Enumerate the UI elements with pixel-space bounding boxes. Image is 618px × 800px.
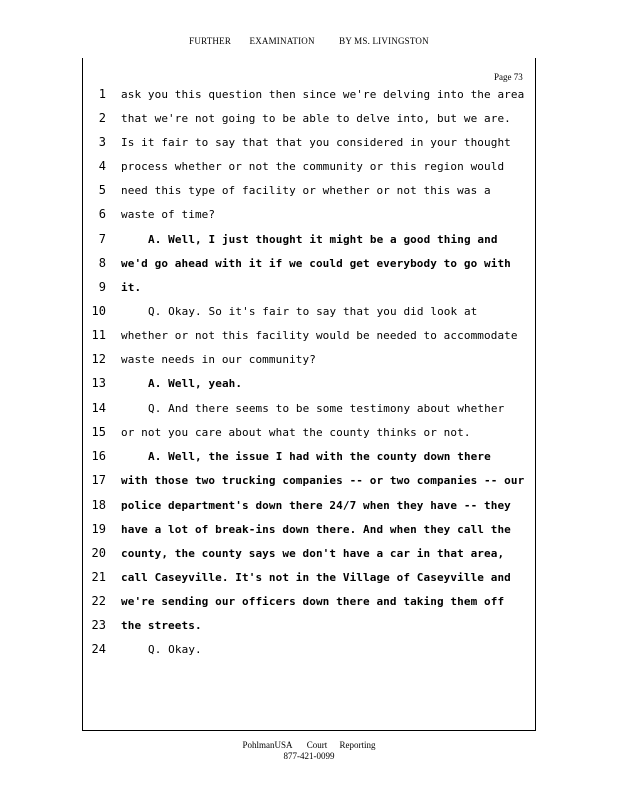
- transcript-line: [0, 278, 618, 302]
- transcript-line: [0, 568, 618, 592]
- transcript-line: [0, 109, 618, 133]
- line-number: 16: [91, 449, 106, 463]
- line-number: 6: [98, 207, 106, 221]
- line-number: 21: [91, 570, 106, 584]
- transcript-line: [0, 181, 618, 205]
- line-text: it.: [121, 281, 142, 294]
- line-text: ask you this question then since we're delving into the area: [121, 88, 525, 101]
- line-number: 19: [91, 522, 106, 536]
- line-number: 22: [91, 594, 106, 608]
- line-text: the streets.: [121, 619, 202, 632]
- transcript-line: [0, 133, 618, 157]
- line-number: 13: [91, 376, 106, 390]
- line-text: or not you care about what the county thinks or not.: [121, 426, 471, 439]
- line-number: 24: [91, 642, 106, 656]
- transcript-line: [0, 302, 618, 326]
- line-number: 11: [91, 328, 106, 342]
- line-text: police department's down there 24/7 when they have -- they: [121, 499, 511, 512]
- line-number: 10: [91, 304, 106, 318]
- transcript-line: [0, 374, 618, 398]
- footer-company-name: PohlmanUSA: [242, 740, 293, 750]
- line-number: 14: [91, 401, 106, 415]
- line-number: 20: [91, 546, 106, 560]
- line-text: A. Well, yeah.: [148, 377, 243, 390]
- transcript-line: [0, 254, 618, 278]
- transcript-line: [0, 205, 618, 229]
- line-text: we'd go ahead with it if we could get everybody to go with: [121, 257, 511, 270]
- transcript-line: [0, 520, 618, 544]
- transcript-line: [0, 640, 618, 664]
- header-further: FURTHER: [189, 36, 232, 46]
- line-number: 7: [98, 232, 106, 246]
- line-text: with those two trucking companies -- or two companies -- our: [121, 474, 525, 487]
- line-text: A. Well, the issue I had with the county down there: [148, 450, 491, 463]
- line-number: 23: [91, 618, 106, 632]
- transcript-line: [0, 616, 618, 640]
- line-text: call Caseyville. It's not in the Village of Caseyville and: [121, 571, 511, 584]
- line-number: 12: [91, 352, 106, 366]
- line-text: process whether or not the community or this region would: [121, 160, 505, 173]
- footer-reporting: Reporting: [339, 740, 376, 750]
- line-text: we're sending our officers down there and taking them off: [121, 595, 505, 608]
- line-number: 3: [98, 135, 106, 149]
- transcript-line: [0, 326, 618, 350]
- line-text: Is it fair to say that that you considered in your thought: [121, 136, 511, 149]
- line-text: have a lot of break-ins down there. And when they call the: [121, 523, 511, 536]
- line-text: that we're not going to be able to delve into, but we are.: [121, 112, 511, 125]
- transcript-line: [0, 85, 618, 109]
- line-text: waste of time?: [121, 208, 216, 221]
- line-number: 8: [98, 256, 106, 270]
- transcript-line: [0, 496, 618, 520]
- footer-court: Court: [306, 740, 328, 750]
- line-number: 5: [98, 183, 106, 197]
- header-examiner: BY MS. LIVINGSTON: [339, 36, 429, 46]
- line-number: 17: [91, 473, 106, 487]
- line-number: 4: [98, 159, 106, 173]
- page-number: Page 73: [494, 72, 523, 82]
- transcript-line: [0, 447, 618, 471]
- line-number: 15: [91, 425, 106, 439]
- header-examination: EXAMINATION: [249, 36, 315, 46]
- page-header: [0, 36, 618, 46]
- transcript-line: [0, 544, 618, 568]
- page-footer: [0, 740, 618, 762]
- line-text: Q. Okay. So it's fair to say that you did look at: [148, 305, 478, 318]
- transcript-line: [0, 423, 618, 447]
- line-text: Q. And there seems to be some testimony about whether: [148, 402, 505, 415]
- transcript-line: [0, 230, 618, 254]
- line-number: 1: [98, 87, 106, 101]
- line-number: 2: [98, 111, 106, 125]
- transcript-line: [0, 399, 618, 423]
- line-text: Q. Okay.: [148, 643, 202, 656]
- transcript-line: [0, 157, 618, 181]
- line-text: A. Well, I just thought it might be a good thing and: [148, 233, 498, 246]
- transcript-line: [0, 350, 618, 374]
- line-text: whether or not this facility would be needed to accommodate: [121, 329, 518, 342]
- transcript-line: [0, 592, 618, 616]
- line-number: 18: [91, 498, 106, 512]
- line-text: waste needs in our community?: [121, 353, 316, 366]
- footer-phone: 877-421-0099: [283, 751, 335, 761]
- line-number: 9: [98, 280, 106, 294]
- transcript-line: [0, 471, 618, 495]
- line-text: need this type of facility or whether or not this was a: [121, 184, 491, 197]
- line-text: county, the county says we don't have a car in that area,: [121, 547, 505, 560]
